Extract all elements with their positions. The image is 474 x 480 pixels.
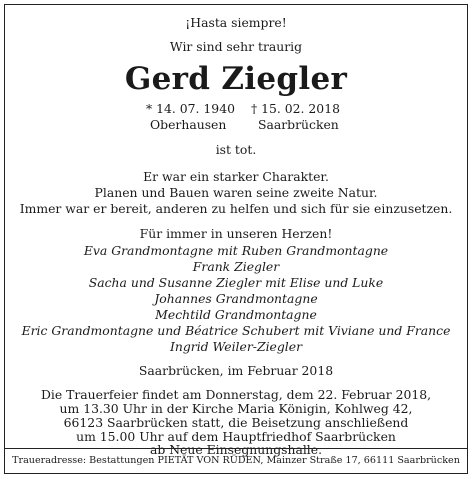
ceremony-line: ab Neue Einsegnungshalle. xyxy=(149,442,323,457)
ceremony-line: 66123 Saarbrücken statt, die Beisetzung anschließend xyxy=(63,415,409,430)
place-date-line: Saarbrücken, im Februar 2018 xyxy=(138,363,334,378)
ceremony-line: um 15.00 Uhr auf dem Hauptfriedhof Saarbrücken xyxy=(76,429,396,444)
ceremony-line: Die Trauerfeier findet am Donnerstag, dem 22. Februar 2018, xyxy=(40,387,432,402)
mourner-line: Sacha und Susanne Ziegler mit Elise und Luke xyxy=(88,275,384,290)
status-line: ist tot. xyxy=(215,142,257,157)
mourner-line: Ingrid Weiler-Ziegler xyxy=(169,339,303,354)
tribute-line: Planen und Bauen waren seine zweite Natur. xyxy=(94,185,378,200)
tribute-line: Er war ein starker Charakter. xyxy=(143,169,329,184)
ceremony-line: um 13.30 Uhr in der Kirche Maria Königin, Kohlweg 42, xyxy=(59,401,413,416)
remembrance-line: Für immer in unseren Herzen! xyxy=(139,226,333,241)
death-date: † 15. 02. 2018 xyxy=(251,101,340,116)
mourner-line: Johannes Grandmontagne xyxy=(154,291,318,306)
mourner-line: Eva Grandmontagne mit Ruben Grandmontagne xyxy=(83,243,389,258)
birth-place: Oberhausen xyxy=(150,117,227,132)
mourner-line: Frank Ziegler xyxy=(192,259,280,274)
mourner-line: Eric Grandmontagne und Béatrice Schubert mit Viviane und France xyxy=(21,323,451,338)
death-place: Saarbrücken xyxy=(258,117,339,132)
intro-line: Wir sind sehr traurig xyxy=(169,39,303,54)
footer-divider xyxy=(5,448,467,449)
farewell-line: ¡Hasta siempre! xyxy=(185,15,287,30)
birth-date: * 14. 07. 1940 xyxy=(146,101,235,116)
obituary-notice xyxy=(4,4,468,474)
funeral-address-footer: Traueradresse: Bestattungen PIETÄT VON RÜDEN, Mainzer Straße 17, 66111 Saarbrücken xyxy=(12,455,460,466)
mourner-line: Mechtild Grandmontagne xyxy=(155,307,317,322)
deceased-name: Gerd Ziegler xyxy=(124,61,348,97)
tribute-line: Immer war er bereit, anderen zu helfen und sich für sie einzusetzen. xyxy=(19,201,453,216)
